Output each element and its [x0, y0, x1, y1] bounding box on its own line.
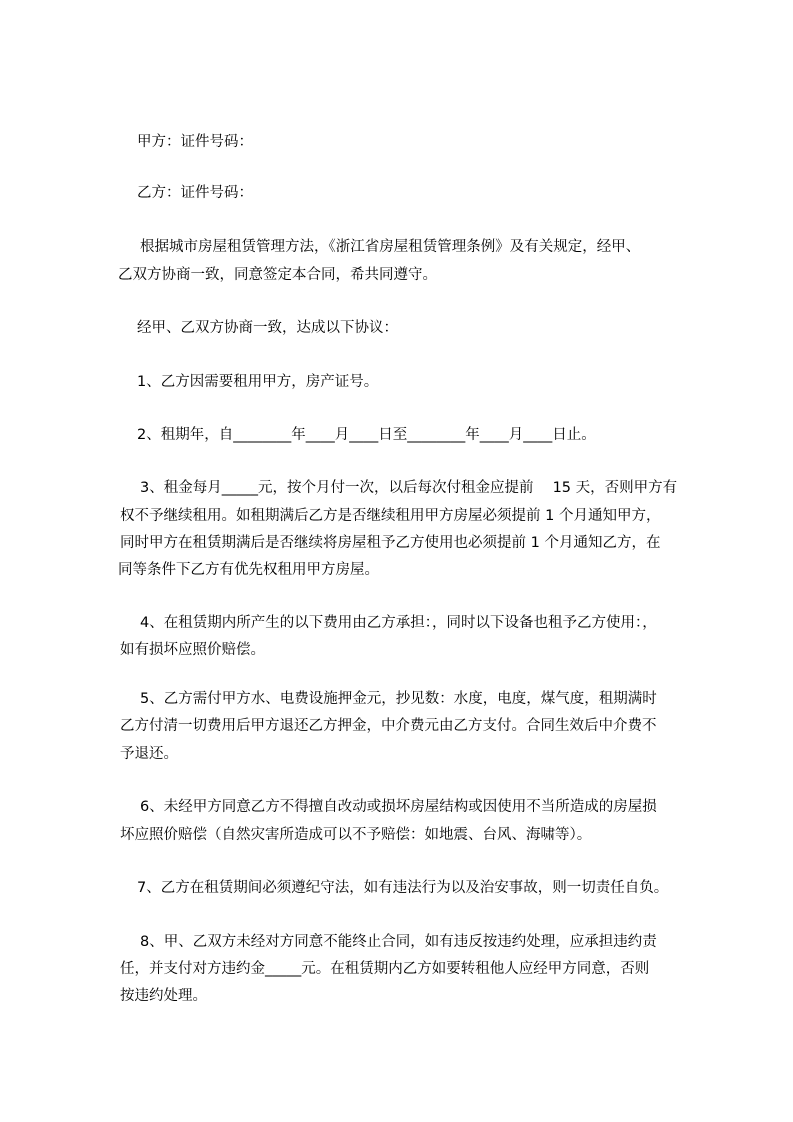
party-a-line: 甲方：证件号码： [137, 134, 253, 150]
clause-3-line-1: 3、租金每月_____元，按个月付一次，以后每次付租金应提前 15 天，否则甲方有 [140, 480, 678, 496]
clause-8-line-1: 8、甲、乙双方未经对方同意不能终止合同，如有违反按违约处理，应承担违约责 [140, 934, 657, 950]
preamble-line-1: 根据城市房屋租赁管理方法，《浙江省房屋租赁管理条例》及有关规定，经甲、 [140, 239, 641, 255]
preamble-line-2: 乙双方协商一致，同意签定本合同，希共同遵守。 [118, 267, 437, 283]
clause-8-line-2: 任，并支付对方违约金_____元。在租赁期内乙方如要转租他人应经甲方同意，否则 [120, 961, 650, 977]
clause-3-line-4: 同等条件下乙方有优先权租用甲方房屋。 [118, 562, 379, 578]
party-b-line: 乙方：证件号码： [137, 185, 253, 201]
clause-7: 7、乙方在租赁期间必须遵纪守法，如有违法行为以及治安事故，则一切责任自负。 [137, 880, 669, 896]
clause-5-line-1: 5、乙方需付甲方水、电费设施押金元，抄见数：水度，电度，煤气度，租期满时 [140, 691, 657, 707]
clause-6-line-2: 坏应照价赔偿（自然灾害所造成可以不予赔偿：如地震、台风、海啸等）。 [120, 827, 592, 843]
clause-3-line-2: 权不予继续租用。如租期满后乙方是否继续租用甲方房屋必须提前 1 个月通知甲方， [120, 508, 661, 524]
agreement-intro: 经甲、乙双方协商一致，达成以下协议： [137, 320, 398, 336]
clause-4-line-2: 如有损坏应照价赔偿。 [120, 642, 265, 658]
clause-2: 2、租期年，自________年____月____日至________年____月____日止。 [137, 427, 596, 443]
clause-6-line-1: 6、未经甲方同意乙方不得擅自改动或损坏房屋结构或因使用不当所造成的房屋损 [140, 799, 657, 815]
clause-5-line-3: 予退还。 [120, 746, 178, 762]
clause-8-line-3: 按违约处理。 [120, 988, 207, 1004]
clause-3-line-3: 同时甲方在租赁期满后是否继续将房屋租予乙方使用也必须提前 1 个月通知乙方，在 [120, 535, 661, 551]
clause-4-line-1: 4、在租赁期内所产生的以下费用由乙方承担：，同时以下设备也租予乙方使用：， [140, 615, 657, 631]
clause-5-line-2: 乙方付清一切费用后甲方退还乙方押金，中介费元由乙方支付。合同生效后中介费不 [120, 718, 657, 734]
clause-1: 1、乙方因需要租用甲方，房产证号。 [137, 374, 379, 390]
